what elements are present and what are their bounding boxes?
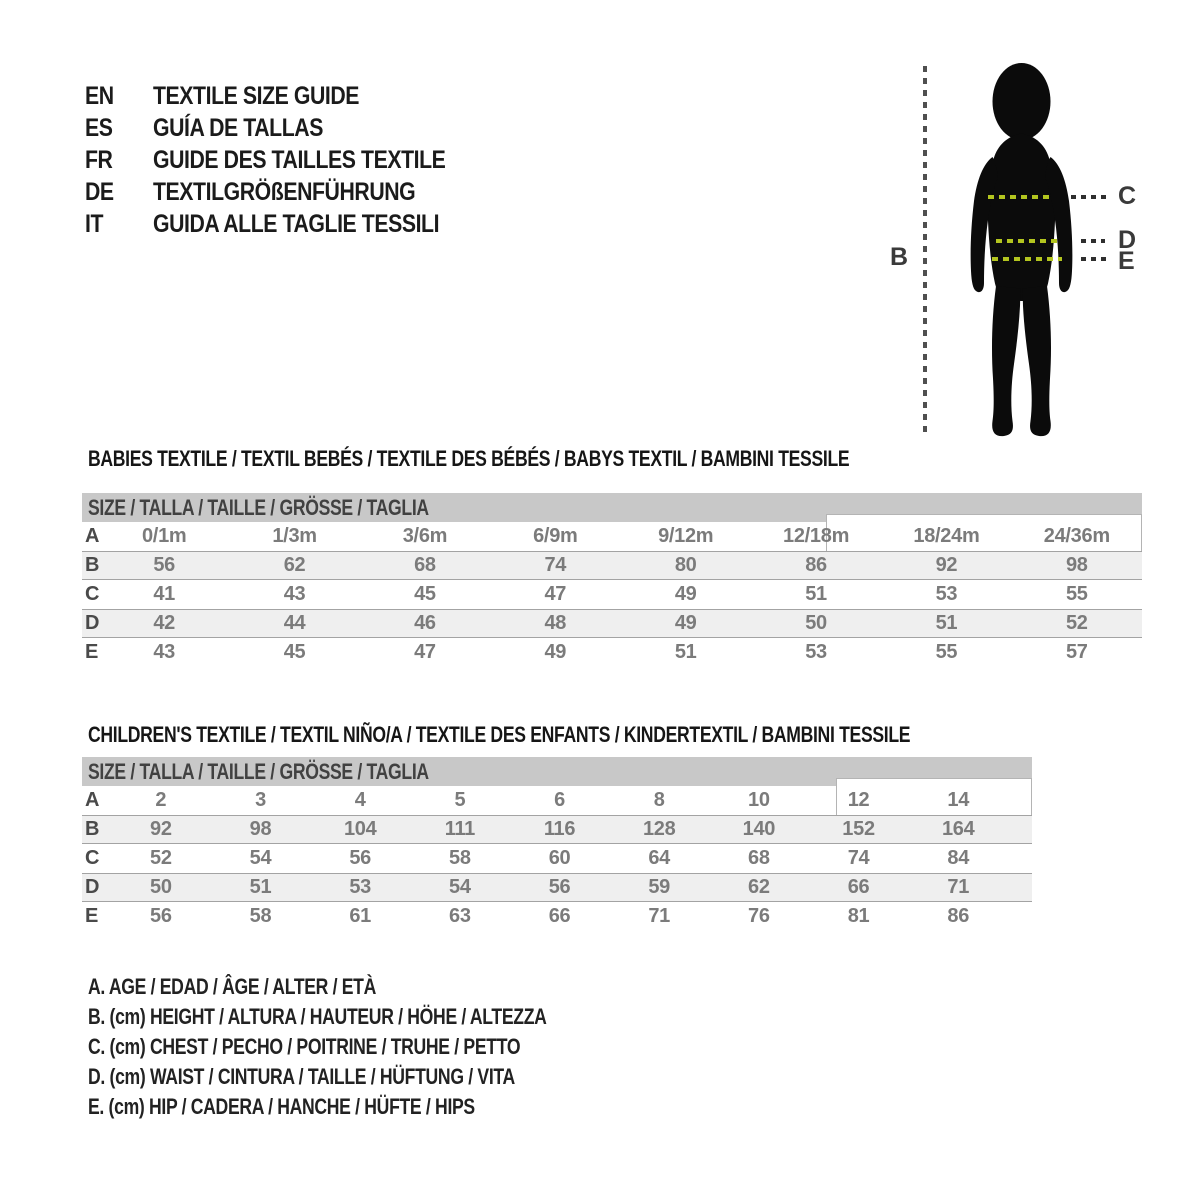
table-cell: 53 (349, 876, 371, 898)
table-cell: 54 (449, 876, 471, 898)
chest-measure-line (988, 195, 1054, 199)
table-row-E (82, 902, 1032, 931)
row-label: E (85, 905, 99, 927)
language-title: TEXTILGRÖßENFÜHRUNG (153, 177, 416, 206)
table-cell: 50 (805, 612, 827, 634)
table-cell: 54 (249, 847, 272, 869)
table-cell: 68 (414, 554, 436, 576)
table-cell: 61 (349, 905, 371, 927)
babies-size-table (82, 493, 1142, 667)
table-cell: 14 (947, 789, 970, 811)
hip-measure-line (992, 257, 1062, 261)
language-title: GUÍA DE TALLAS (153, 113, 323, 142)
table-cell: 6/9m (533, 525, 578, 547)
table-cell: 56 (153, 554, 176, 576)
table-cell: 42 (153, 612, 176, 634)
table-cell: 52 (1065, 612, 1088, 634)
table-cell: 45 (414, 583, 436, 605)
table-row-D (82, 609, 1142, 638)
table-row-B (82, 815, 1032, 844)
table-cell: 41 (153, 583, 176, 605)
language-code: EN (85, 81, 114, 110)
language-row-es (85, 112, 497, 144)
table-cell: 44 (283, 612, 306, 634)
table-cell: 45 (283, 641, 306, 663)
table-cell: 64 (648, 847, 671, 869)
table-cell: 49 (544, 641, 567, 663)
label-hip-e: E (1118, 247, 1135, 275)
table-cell: 8 (653, 789, 665, 811)
table-cell: 62 (748, 876, 770, 898)
child-silhouette-icon (965, 60, 1090, 437)
table-row-C (82, 580, 1142, 609)
label-height-b: B (890, 243, 909, 271)
table-cell: 6 (554, 789, 565, 811)
table-cell: 68 (748, 847, 770, 869)
table-cell: 74 (544, 554, 567, 576)
table-cell: 66 (548, 905, 571, 927)
table-cell: 56 (150, 905, 172, 927)
row-label: B (85, 554, 100, 576)
children-size-table (82, 757, 1032, 931)
legend-line-height: B. (cm) HEIGHT / ALTURA / HAUTEUR / HÖHE / ALTEZZA (88, 1004, 547, 1029)
table-cell: 58 (449, 847, 471, 869)
table-cell: 10 (748, 789, 770, 811)
table-cell: 47 (544, 583, 567, 605)
table-cell: 81 (847, 905, 870, 927)
table-cell: 76 (748, 905, 770, 927)
table-cell: 84 (947, 847, 970, 869)
table-cell: 4 (354, 789, 366, 811)
table-cell: 71 (648, 905, 671, 927)
table-cell: 24/36m (1043, 525, 1110, 547)
legend-line-hip: E. (cm) HIP / CADERA / HANCHE / HÜFTE / HIPS (88, 1094, 475, 1119)
row-label: D (85, 876, 100, 898)
table-row-C (82, 844, 1032, 873)
table-cell: 51 (805, 583, 827, 605)
table-cell: 55 (1065, 583, 1088, 605)
table-row-B (82, 551, 1142, 580)
table-row-A (82, 786, 1032, 815)
language-title-list (85, 80, 497, 240)
chest-leader-line (1071, 195, 1111, 199)
language-code: DE (85, 177, 114, 206)
table-cell: 49 (674, 612, 697, 634)
table-cell: 98 (1065, 554, 1088, 576)
table-cell: 12 (847, 789, 870, 811)
hip-leader-line (1081, 257, 1107, 261)
babies-section-title: BABIES TEXTILE / TEXTIL BEBÉS / TEXTILE DES BÉBÉS / BABYS TEXTIL / BAMBINI TESSILE (88, 446, 850, 471)
babies-table-rows (82, 522, 1142, 667)
language-code: FR (85, 145, 113, 174)
table-cell: 98 (249, 818, 272, 840)
table-cell: 55 (935, 641, 958, 663)
table-cell: 43 (153, 641, 176, 663)
label-chest-c: C (1118, 182, 1137, 210)
table-cell: 56 (548, 876, 571, 898)
table-cell: 12/18m (783, 525, 850, 547)
table-cell: 164 (941, 818, 975, 840)
table-row-A (82, 522, 1142, 551)
table-cell: 86 (805, 554, 827, 576)
table-cell: 1/3m (272, 525, 317, 547)
legend-line-waist: D. (cm) WAIST / CINTURA / TAILLE / HÜFTUNG / VITA (88, 1064, 515, 1089)
table-cell: 0/1m (141, 525, 187, 547)
measurement-figure (860, 50, 1180, 450)
table-cell: 46 (414, 612, 436, 634)
waist-measure-line (996, 239, 1062, 243)
row-label: B (85, 818, 100, 840)
table-cell: 50 (150, 876, 172, 898)
language-code: ES (85, 113, 113, 142)
height-measure-line (923, 66, 927, 437)
language-code: IT (85, 209, 104, 238)
language-row-it (85, 208, 497, 240)
row-label: C (85, 847, 100, 869)
table-cell: 128 (642, 818, 676, 840)
table-cell: 2 (155, 789, 167, 811)
language-row-en (85, 80, 497, 112)
table-cell: 104 (343, 818, 377, 840)
size-header-label: SIZE / TALLA / TAILLE / GRÖSSE / TAGLIA (88, 758, 429, 784)
table-cell: 43 (283, 583, 306, 605)
table-cell: 3 (255, 789, 266, 811)
table-cell: 140 (742, 818, 776, 840)
size-header-label: SIZE / TALLA / TAILLE / GRÖSSE / TAGLIA (88, 494, 429, 520)
row-label: A (85, 789, 100, 811)
table-cell: 116 (543, 818, 576, 840)
language-title: GUIDE DES TAILLES TEXTILE (153, 145, 446, 174)
row-label: D (85, 612, 100, 634)
table-cell: 62 (283, 554, 306, 576)
table-cell: 74 (847, 847, 870, 869)
table-cell: 60 (548, 847, 571, 869)
table-cell: 66 (847, 876, 870, 898)
table-cell: 53 (935, 583, 958, 605)
waist-leader-line (1081, 239, 1105, 243)
table-cell: 51 (935, 612, 958, 634)
table-cell: 152 (842, 818, 875, 840)
row-label: C (85, 583, 100, 605)
table-cell: 51 (674, 641, 697, 663)
table-cell: 111 (444, 818, 475, 840)
table-cell: 48 (544, 612, 567, 634)
table-cell: 49 (674, 583, 697, 605)
label-waist-d: D (1118, 226, 1137, 254)
table-cell: 52 (150, 847, 172, 869)
table-cell: 63 (449, 905, 471, 927)
table-row-E (82, 638, 1142, 667)
children-section-title: CHILDREN'S TEXTILE / TEXTIL NIÑO/A / TEXTILE DES ENFANTS / KINDERTEXTIL / BAMBINI TESSILE (88, 722, 911, 747)
table-row-D (82, 873, 1032, 902)
table-cell: 92 (935, 554, 958, 576)
children-table-rows (82, 786, 1032, 931)
language-title: GUIDA ALLE TAGLIE TESSILI (153, 209, 440, 238)
table-cell: 80 (674, 554, 697, 576)
table-cell: 58 (249, 905, 272, 927)
table-cell: 92 (150, 818, 172, 840)
table-cell: 5 (454, 789, 466, 811)
language-row-fr (85, 144, 497, 176)
row-label: A (85, 525, 100, 547)
table-cell: 56 (349, 847, 371, 869)
table-cell: 71 (947, 876, 970, 898)
language-row-de (85, 176, 497, 208)
table-cell: 57 (1065, 641, 1088, 663)
row-label: E (85, 641, 99, 663)
measurement-legend (88, 972, 661, 1122)
table-cell: 18/24m (913, 525, 980, 547)
table-cell: 9/12m (658, 525, 714, 547)
legend-line-chest: C. (cm) CHEST / PECHO / POITRINE / TRUHE / PETTO (88, 1034, 521, 1059)
table-cell: 53 (805, 641, 827, 663)
table-cell: 59 (648, 876, 671, 898)
table-cell: 51 (249, 876, 272, 898)
language-title: TEXTILE SIZE GUIDE (153, 81, 360, 110)
table-cell: 86 (947, 905, 970, 927)
legend-line-age: A. AGE / EDAD / ÂGE / ALTER / ETÀ (88, 974, 377, 999)
table-cell: 47 (414, 641, 436, 663)
table-cell: 3/6m (402, 525, 448, 547)
